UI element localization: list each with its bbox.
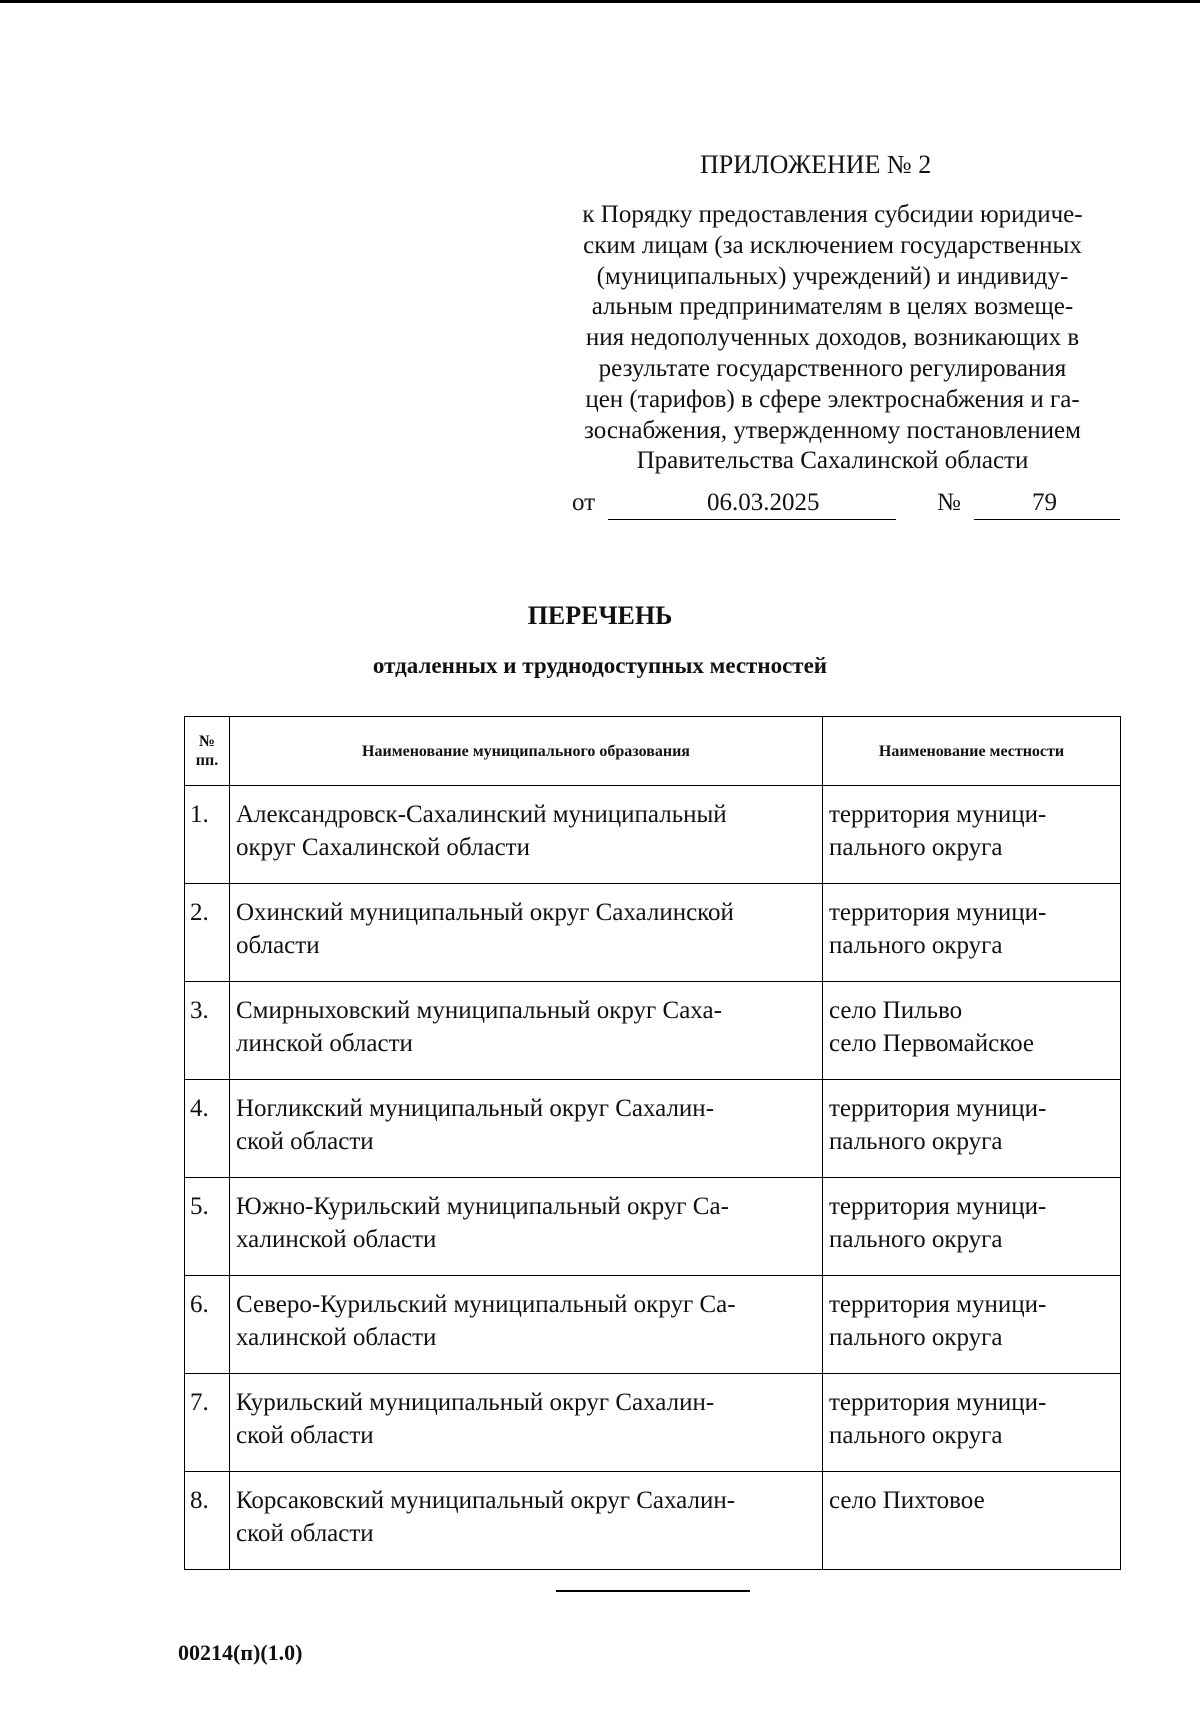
municipality-cell: [230, 884, 823, 982]
locality-cell: [823, 786, 1121, 884]
locality-line: село Пильво: [829, 997, 963, 1024]
row-number: 3.: [185, 982, 230, 1080]
date-underline: [608, 519, 896, 520]
list-title: ПЕРЕЧЕНЬ: [527, 601, 673, 630]
locality-cell: [823, 1080, 1121, 1178]
municipality-line: области: [236, 932, 320, 959]
appendix-line: результате государственного регулирования: [598, 354, 1067, 382]
locality-cell: [823, 1472, 1121, 1570]
row-number: 6.: [185, 1276, 230, 1374]
localities-table: [184, 716, 1121, 1570]
municipality-line: Корсаковский муниципальный округ Сахалин-: [236, 1487, 736, 1514]
locality-line: село Пихтовое: [829, 1487, 985, 1514]
municipality-line: линской области: [236, 1030, 413, 1057]
table-header-row: [185, 717, 1121, 786]
resolution-number: 79: [1032, 489, 1057, 516]
municipality-line: Курильский муниципальный округ Сахалин-: [236, 1389, 715, 1416]
locality-line: территория муници-: [829, 899, 1047, 926]
column-header-municipality: Наименование муниципального образования: [230, 717, 823, 786]
table-row: [185, 1472, 1121, 1570]
municipality-line: Северо-Курильский муниципальный округ Са-: [236, 1291, 736, 1318]
municipality-line: ской области: [236, 1128, 374, 1155]
row-number: 7.: [185, 1374, 230, 1472]
locality-line: пального округа: [829, 834, 1003, 861]
table-row: [185, 1276, 1121, 1374]
municipality-line: Ногликский муниципальный округ Сахалин-: [236, 1095, 715, 1122]
locality-line: пального округа: [829, 932, 1003, 959]
list-subtitle: отдаленных и труднодоступных местностей: [372, 653, 828, 678]
municipality-line: Смирныховский муниципальный округ Саха-: [236, 997, 722, 1024]
end-of-document-line: [556, 1590, 750, 1592]
table-row: [185, 1080, 1121, 1178]
locality-line: пального округа: [829, 1128, 1003, 1155]
table-row: [185, 884, 1121, 982]
table-row: [185, 982, 1121, 1080]
table-row: [185, 786, 1121, 884]
document-code: 00214(п)(1.0): [178, 1640, 303, 1665]
municipality-cell: [230, 982, 823, 1080]
locality-line: территория муници-: [829, 1389, 1047, 1416]
row-number: 1.: [185, 786, 230, 884]
date-prefix: от: [572, 489, 596, 516]
number-sign: №: [937, 489, 961, 516]
locality-cell: [823, 982, 1121, 1080]
municipality-line: округ Сахалинской области: [236, 834, 530, 861]
appendix-line: альным предпринимателям в целях возмеще-: [591, 293, 1074, 321]
appendix-line: к Порядку предоставления субсидии юридиче-: [582, 201, 1083, 228]
appendix-title: ПРИЛОЖЕНИЕ № 2: [700, 150, 932, 179]
row-number: 5.: [185, 1178, 230, 1276]
locality-line: территория муници-: [829, 1095, 1047, 1122]
municipality-line: Александровск-Сахалинский муниципальный: [236, 801, 727, 828]
row-number: 8.: [185, 1472, 230, 1570]
municipality-cell: [230, 1178, 823, 1276]
table-row: [185, 1374, 1121, 1472]
municipality-line: ской области: [236, 1422, 374, 1449]
locality-cell: [823, 1374, 1121, 1472]
appendix-line: ния недополученных доходов, возникающих в: [585, 324, 1080, 352]
appendix-line: зоснабжения, утвержденному постановлением: [584, 416, 1081, 444]
row-number: 2.: [185, 884, 230, 982]
municipality-line: Южно-Курильский муниципальный округ Са-: [236, 1193, 729, 1220]
municipality-cell: [230, 1374, 823, 1472]
top-border-line: [0, 0, 1200, 3]
locality-cell: [823, 884, 1121, 982]
municipality-cell: [230, 1472, 823, 1570]
municipality-cell: [230, 786, 823, 884]
appendix-line: Правительства Сахалинской области: [636, 447, 1029, 475]
municipality-line: халинской области: [236, 1324, 437, 1351]
municipality-line: ской области: [236, 1520, 374, 1547]
locality-cell: [823, 1276, 1121, 1374]
appendix-description: [545, 200, 1120, 477]
resolution-date: 06.03.2025: [707, 489, 820, 516]
locality-line: пального округа: [829, 1422, 1003, 1449]
locality-line: территория муници-: [829, 1193, 1047, 1220]
locality-line: территория муници-: [829, 1291, 1047, 1318]
locality-line: пального округа: [829, 1324, 1003, 1351]
locality-cell: [823, 1178, 1121, 1276]
resolution-date-row: [572, 489, 1120, 521]
table-row: [185, 1178, 1121, 1276]
locality-line: село Первомайское: [829, 1030, 1035, 1057]
appendix-line: ским лицам (за исключением государственных: [583, 231, 1082, 259]
municipality-cell: [230, 1080, 823, 1178]
appendix-line: цен (тарифов) в сфере электроснабжения и га-: [585, 385, 1080, 413]
appendix-line: (муниципальных) учреждений) и индивиду-: [596, 262, 1069, 290]
row-number: 4.: [185, 1080, 230, 1178]
number-underline: [974, 519, 1120, 520]
locality-line: территория муници-: [829, 801, 1047, 828]
municipality-line: Охинский муниципальный округ Сахалинской: [236, 899, 734, 926]
column-header-locality: Наименование местности: [823, 717, 1121, 786]
column-header-number: № пп.: [185, 717, 230, 786]
municipality-line: халинской области: [236, 1226, 437, 1253]
municipality-cell: [230, 1276, 823, 1374]
locality-line: пального округа: [829, 1226, 1003, 1253]
